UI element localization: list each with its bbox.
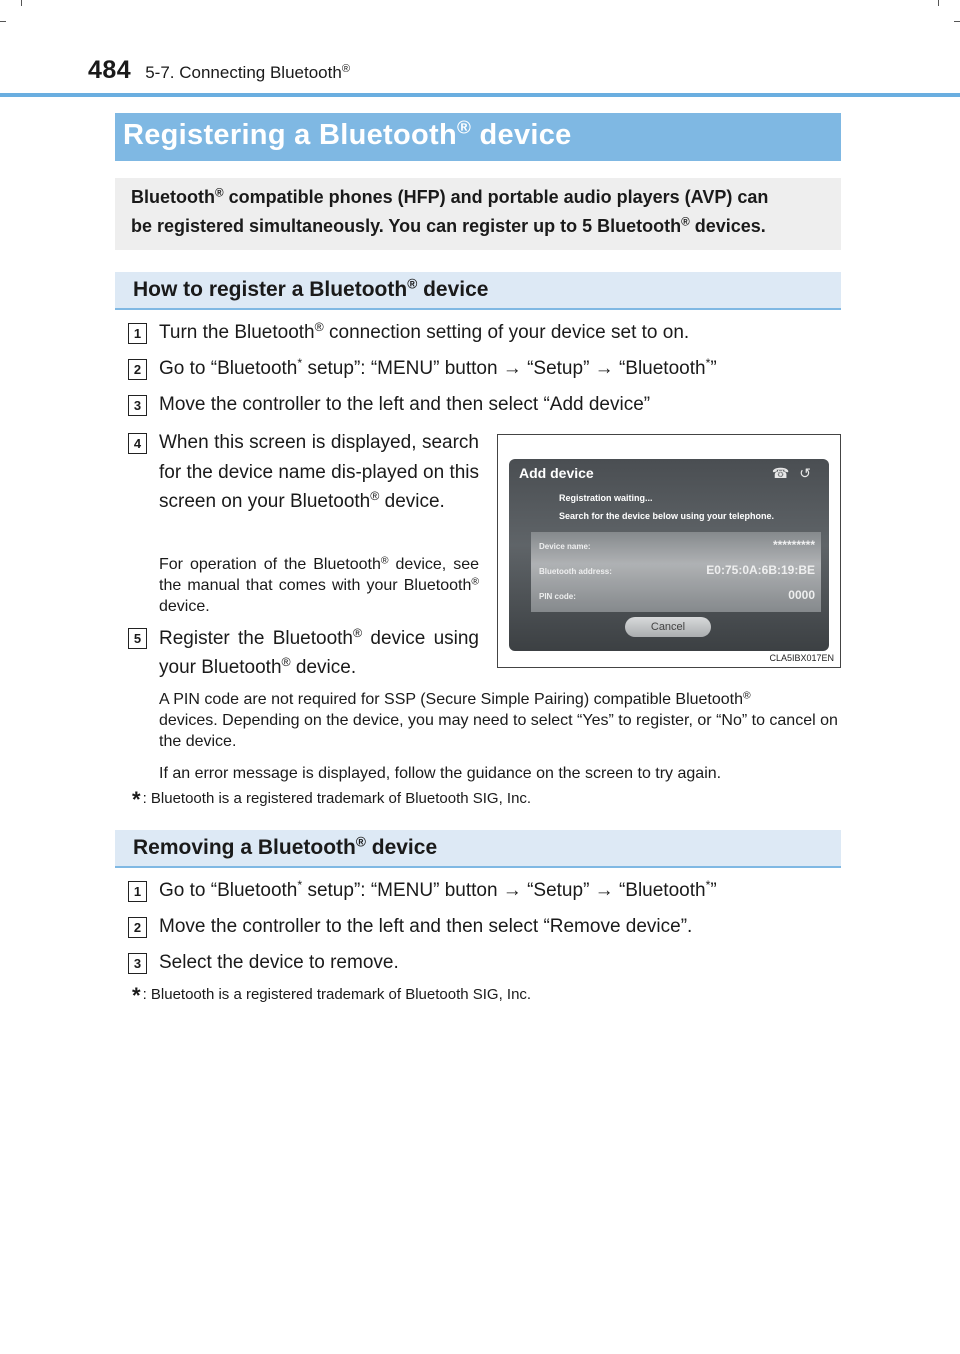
screen-message-2: Search for the device below using your telephone. (559, 511, 775, 521)
display-screen (509, 459, 829, 651)
device-name-row: Device name: ********* (539, 538, 815, 552)
device-info-panel (531, 532, 821, 612)
step-text: Select the device to remove. (159, 952, 399, 973)
footnote-register: * : Bluetooth is a registered trademark of Bluetooth SIG, Inc. (132, 787, 532, 812)
pin-row: PIN code: 0000 (539, 588, 815, 602)
chapter-title: 5-7. Connecting Bluetooth® (145, 62, 350, 82)
step-number: 4 (128, 433, 147, 454)
step-number: 3 (128, 953, 147, 974)
image-code: CLA5IBX017EN (769, 653, 834, 663)
step-number: 2 (128, 359, 147, 380)
screen-icons (772, 465, 821, 482)
phone-icon: ☎ (771, 465, 800, 481)
step-5-text: Register the Bluetooth® device using your Bluetooth® device. (159, 626, 479, 678)
step-4-note: For operation of the Bluetooth® device, see the manual that comes with your Bluetooth® device. (159, 555, 479, 615)
back-arrow-icon: ↺ (799, 465, 821, 481)
crop-mark (4, 0, 22, 6)
step-number: 1 (128, 323, 147, 344)
section-title-register: Registering a Bluetooth® device (115, 113, 841, 161)
address-row: Bluetooth address: E0:75:0A:6B:19:BE (539, 563, 815, 577)
crop-mark (954, 4, 960, 22)
header-rule (0, 93, 960, 97)
step-text: Go to “Bluetooth* setup”: “MENU” button → “Setup” → “Bluetooth*” (159, 878, 717, 901)
step-4-text: When this screen is displayed, search for the device name dis-played on this screen on your Bluetooth® device. (159, 432, 480, 512)
screen-title: Add device (519, 465, 594, 481)
subheading-removing: Removing a Bluetooth® device (115, 830, 841, 868)
crop-mark (0, 4, 6, 22)
page-header (88, 56, 350, 92)
page-number: 484 (88, 56, 132, 84)
step-number: 5 (128, 628, 147, 649)
cancel-button: Cancel (625, 617, 711, 637)
step-text: Move the controller to the left and then select “Remove device”. (159, 916, 693, 937)
footnote-remove: * : Bluetooth is a registered trademark of Bluetooth SIG, Inc. (132, 983, 532, 1008)
note-error: If an error message is displayed, follow the guidance on the screen to try again. (159, 765, 722, 782)
intro-box: Bluetooth® compatible phones (HFP) and portable audio players (AVP) can be registered simultaneously. You can register up to 5 Bluetooth® devices. (115, 178, 841, 250)
step-text: Move the controller to the left and then select “Add device” (159, 394, 651, 415)
screen-message-1: Registration waiting... (559, 493, 653, 503)
add-device-screenshot (497, 434, 841, 668)
subheading-how-to-register: How to register a Bluetooth® device (115, 272, 841, 310)
step-number: 2 (128, 917, 147, 938)
step-text: Turn the Bluetooth® connection setting of your device set to on. (159, 320, 690, 343)
step-text: Go to “Bluetooth* setup”: “MENU” button → “Setup” → “Bluetooth*” (159, 356, 717, 379)
note-pin: A PIN code are not required for SSP (Secure Simple Pairing) compatible Bluetooth® devices. Depending on the device, you may need to select “Yes” to register, or “No” to cancel on the device. (159, 690, 838, 750)
step-number: 1 (128, 881, 147, 902)
step-number: 3 (128, 395, 147, 416)
